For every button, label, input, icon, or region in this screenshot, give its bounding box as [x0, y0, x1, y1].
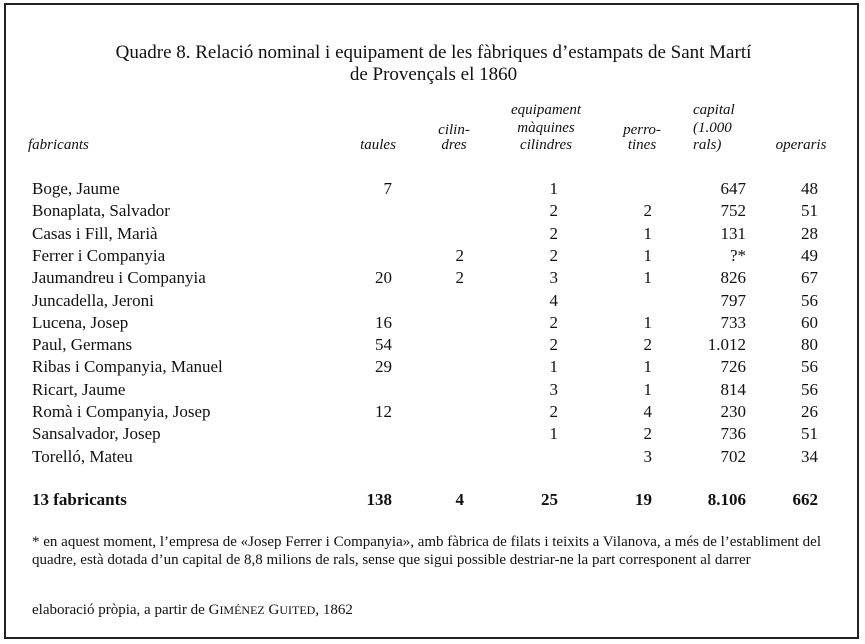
- header-capital-2: (1.000: [693, 120, 732, 136]
- cell-operaris: 34: [801, 447, 818, 466]
- cell-maquines: 1: [549, 179, 558, 198]
- cell-taules: 29: [375, 357, 392, 376]
- cell-operaris: 80: [801, 335, 818, 354]
- cell-operaris: 26: [801, 402, 818, 421]
- header-equipament-2: màquines: [517, 120, 575, 136]
- cell-operaris: 56: [801, 357, 818, 376]
- cell-capital: 230: [720, 402, 746, 421]
- header-fabricants: fabricants: [28, 137, 89, 153]
- cell-capital: 826: [720, 268, 746, 287]
- row-fabricant-name: Ferrer i Companyia: [32, 246, 166, 265]
- cell-operaris: 56: [801, 291, 818, 310]
- cell-operaris: 51: [801, 424, 818, 443]
- cell-maquines: 2: [549, 246, 558, 265]
- row-fabricant-name: Paul, Germans: [32, 335, 133, 354]
- cell-capital: 1.012: [707, 335, 746, 354]
- header-perrotines-2: tines: [627, 137, 657, 153]
- cell-taules: 16: [375, 313, 392, 332]
- cell-capital: 131: [720, 224, 746, 243]
- source-note: elaboració pròpia, a partir de GIMÉNEZ GUITED, 1862: [32, 602, 353, 618]
- table-title-line-2: de Provençals el 1860: [349, 64, 518, 85]
- cell-perrotines: 2: [643, 424, 652, 443]
- cell-operaris: 60: [801, 313, 818, 332]
- header-equipament-1: equipament: [511, 102, 581, 118]
- row-fabricant-name: Bonaplata, Salvador: [32, 201, 170, 220]
- header-capital-3: rals): [693, 137, 722, 153]
- header-operaris: operaris: [775, 137, 827, 153]
- cell-perrotines: 2: [643, 201, 652, 220]
- cell-operaris: 56: [801, 380, 818, 399]
- row-fabricant-name: Romà i Companyia, Josep: [32, 402, 211, 421]
- row-fabricant-name: Ribas i Companyia, Manuel: [32, 357, 223, 376]
- header-cilindres-1: cilin-: [438, 122, 470, 138]
- totals-capital: 8.106: [707, 490, 746, 509]
- cell-maquines: 2: [549, 402, 558, 421]
- header-capital-1: capital: [693, 102, 735, 118]
- cell-operaris: 49: [801, 246, 818, 265]
- row-fabricant-name: Ricart, Jaume: [32, 380, 126, 399]
- cell-maquines: 1: [549, 424, 558, 443]
- cell-perrotines: 2: [643, 335, 652, 354]
- cell-perrotines: 1: [643, 313, 652, 332]
- cell-operaris: 28: [801, 224, 818, 243]
- cell-perrotines: 3: [643, 447, 652, 466]
- cell-maquines: 4: [549, 291, 558, 310]
- cell-perrotines: 1: [643, 224, 652, 243]
- cell-cilindres: 2: [455, 268, 464, 287]
- totals-operaris: 662: [792, 490, 818, 509]
- cell-maquines: 2: [549, 335, 558, 354]
- row-fabricant-name: Lucena, Josep: [32, 313, 129, 332]
- header-cilindres-2: dres: [441, 137, 467, 153]
- cell-capital: 752: [720, 201, 746, 220]
- cell-maquines: 1: [549, 357, 558, 376]
- cell-perrotines: 4: [643, 402, 652, 421]
- row-fabricant-name: Juncadella, Jeroni: [32, 291, 154, 310]
- cell-maquines: 2: [549, 224, 558, 243]
- header-perrotines-1: perro-: [623, 122, 661, 138]
- cell-maquines: 3: [549, 380, 558, 399]
- cell-capital: 702: [720, 447, 746, 466]
- totals-label: 13 fabricants: [32, 490, 127, 509]
- cell-taules: 54: [375, 335, 392, 354]
- cell-taules: 7: [383, 179, 392, 198]
- cell-capital: 733: [720, 313, 746, 332]
- table-title-line-1: Quadre 8. Relació nominal i equipament de les fàbriques d’estampats de Sant Martí: [115, 42, 752, 63]
- totals-maquines: 25: [541, 490, 558, 509]
- header-taules: taules: [360, 137, 396, 153]
- cell-taules: 20: [375, 268, 392, 287]
- cell-maquines: 2: [549, 313, 558, 332]
- row-fabricant-name: Torelló, Mateu: [32, 447, 133, 466]
- totals-perrotines: 19: [635, 490, 652, 509]
- header-equipament-3: cilindres: [520, 137, 572, 153]
- cell-capital: 647: [720, 179, 746, 198]
- cell-operaris: 51: [801, 201, 818, 220]
- row-fabricant-name: Boge, Jaume: [32, 179, 120, 198]
- cell-capital: 736: [720, 424, 746, 443]
- cell-taules: 12: [375, 402, 392, 421]
- row-fabricant-name: Jaumandreu i Companyia: [32, 268, 206, 287]
- cell-perrotines: 1: [643, 268, 652, 287]
- cell-cilindres: 2: [455, 246, 464, 265]
- footnote: * en aquest moment, l’empresa de «Josep Ferrer i Companyia», amb fàbrica de filats i teixits a Vilanova, a més de l’establiment del quadre, està dotada d’un capital de 8,8 milions de rals, sense que sigui possible destriar-ne la part corresponent al darrer: [32, 534, 822, 568]
- cell-maquines: 3: [549, 268, 558, 287]
- cell-perrotines: 1: [643, 380, 652, 399]
- cell-operaris: 48: [801, 179, 818, 198]
- cell-operaris: 67: [801, 268, 818, 287]
- cell-capital: 797: [720, 291, 746, 310]
- cell-perrotines: 1: [643, 246, 652, 265]
- cell-capital: 726: [720, 357, 746, 376]
- cell-capital: 814: [720, 380, 746, 399]
- cell-perrotines: 1: [643, 357, 652, 376]
- table-frame: [4, 3, 859, 639]
- row-fabricant-name: Casas i Fill, Marià: [32, 224, 158, 243]
- row-fabricant-name: Sansalvador, Josep: [32, 424, 161, 443]
- cell-maquines: 2: [549, 201, 558, 220]
- cell-capital: ?*: [729, 246, 746, 265]
- totals-taules: 138: [366, 490, 392, 509]
- totals-cilindres: 4: [455, 490, 464, 509]
